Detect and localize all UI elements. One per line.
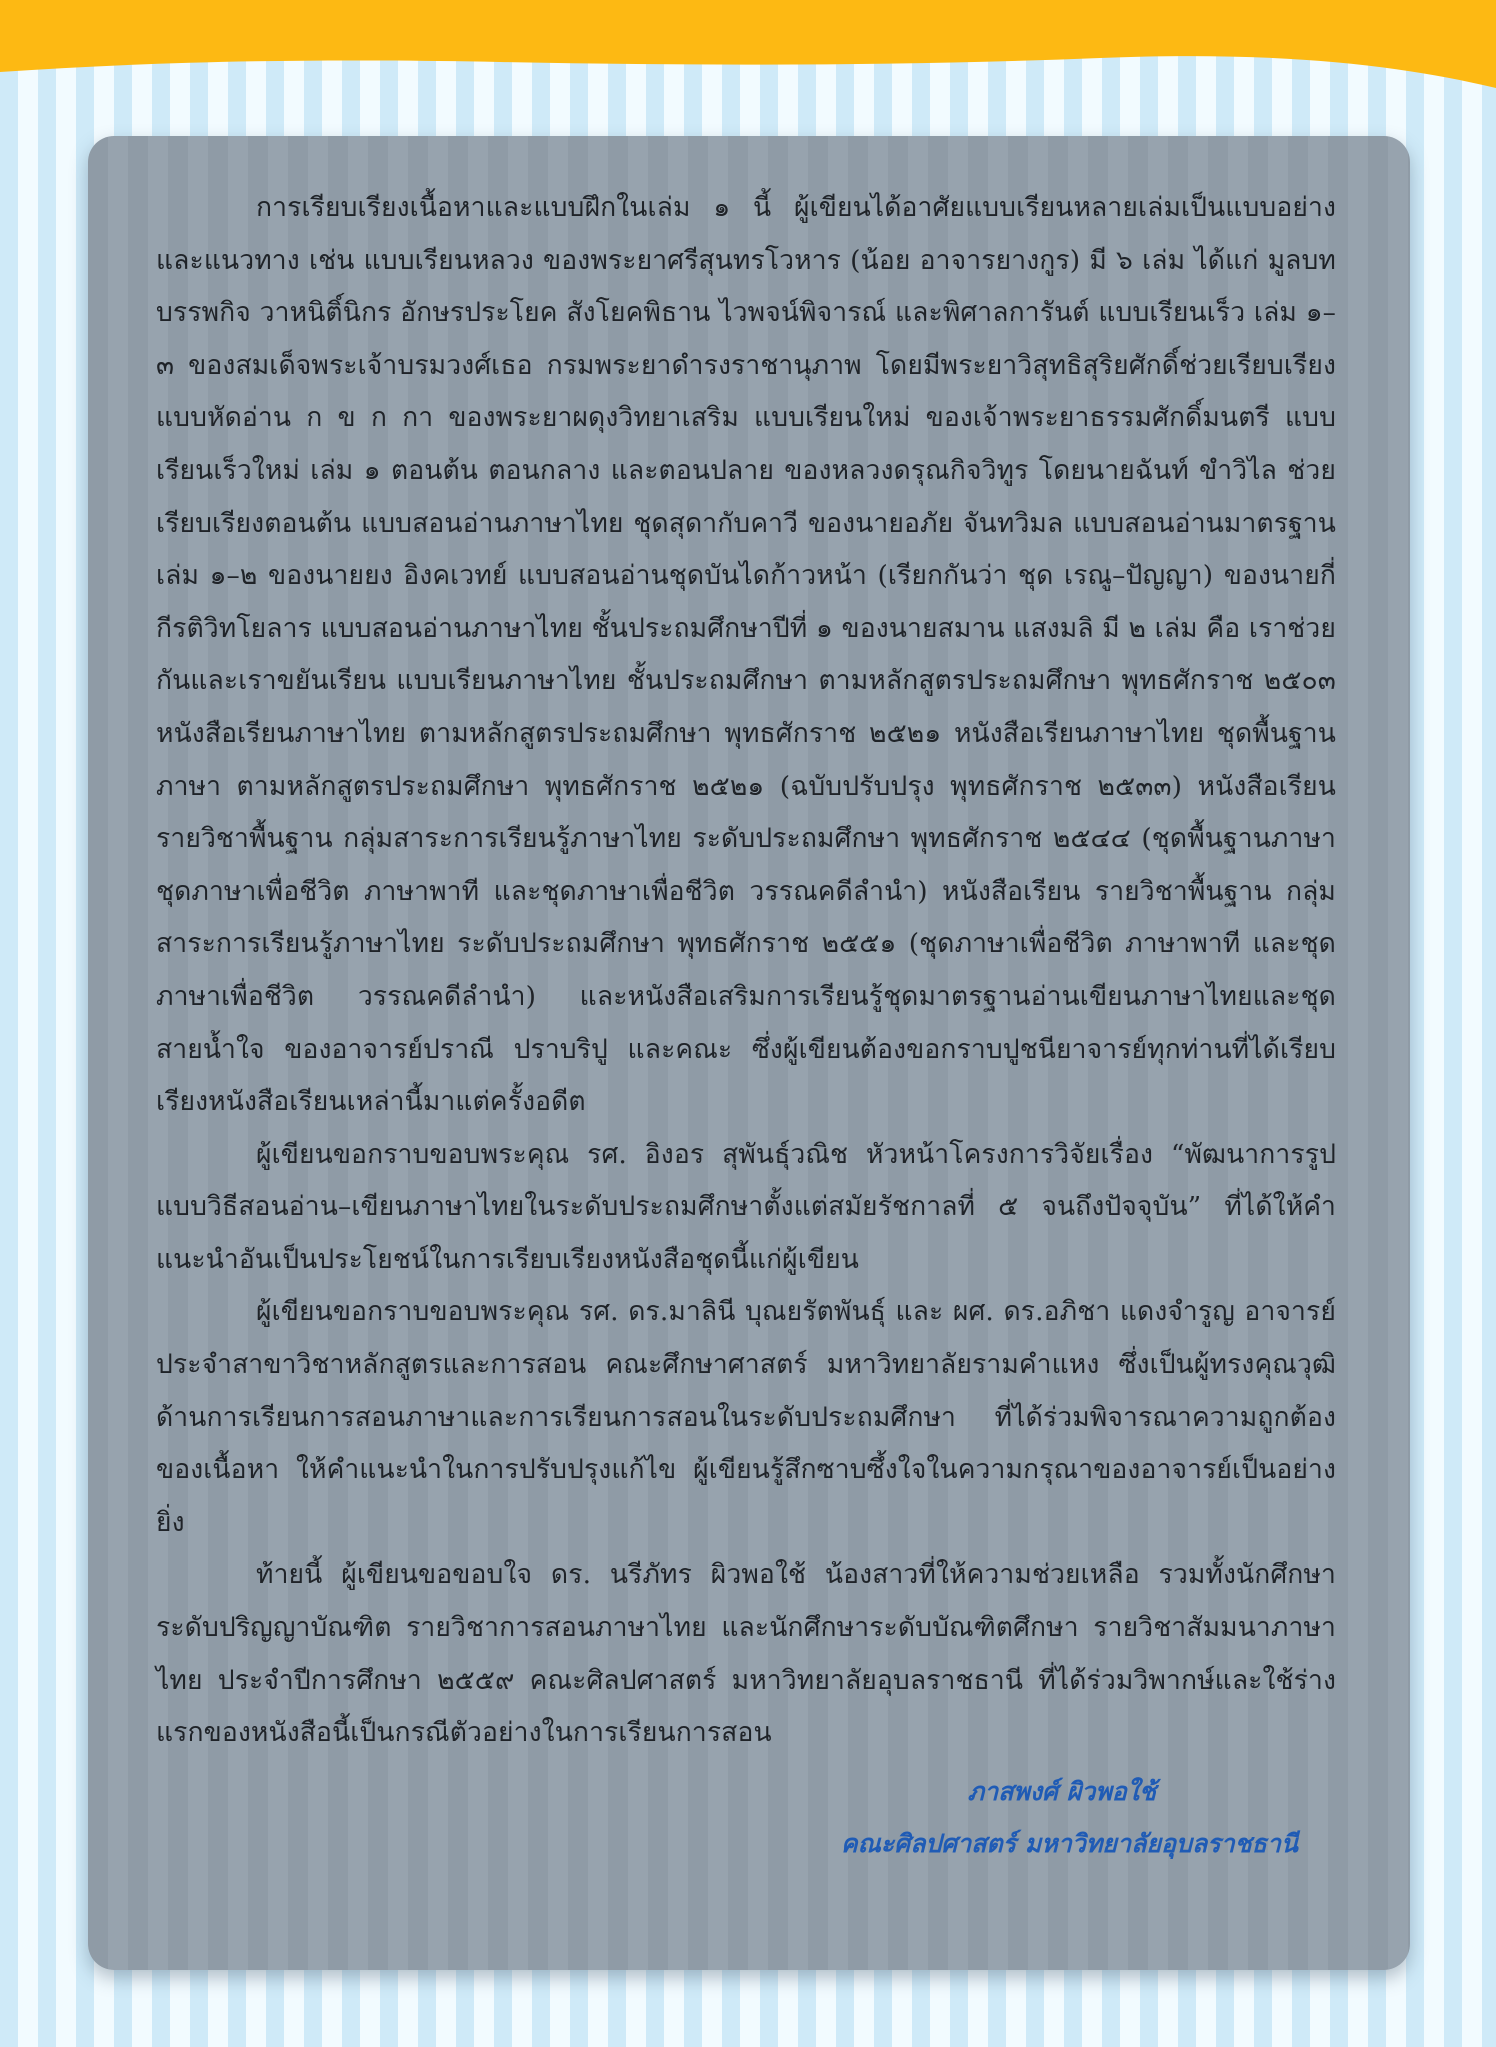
paragraph-thanks-reviewers: ผู้เขียนขอกราบขอบพระคุณ รศ. ดร.มาลินี บุณยรัตพันธุ์ และ ผศ. ดร.อภิชา แดงจำรูญ อาจารย์ประจำสาขาวิชาหลักสูตรและการสอน คณะศึกษาศาสตร์ มหาวิทยาลัยรามคำแหง ซึ่งเป็นผู้ทรงคุณวุฒิด้านการเรียนการสอนภาษาและการเรียนการสอนในระดับประถมศึกษา ที่ได้ร่วมพิจารณาความถูกต้องของเนื้อหา ให้คำแนะนำในการปรับปรุงแก้ไข ผู้เขียนรู้สึกซาบซึ้งใจในความกรุณาของอาจารย์เป็นอย่างยิ่ง: [156, 1296, 1336, 1538]
paragraph-sources: การเรียบเรียงเนื้อหาและแบบฝึกในเล่ม ๑ นี้ ผู้เขียนได้อาศัยแบบเรียนหลายเล่มเป็นแบบอย่างและแนวทาง เช่น แบบเรียนหลวง ของพระยาศรีสุนทรโวหาร (น้อย อาจารยางกูร) มี ๖ เล่ม ได้แก่ มูลบทบรรพกิจ วาหนิติ์นิกร อักษรประโยค สังโยคพิธาน ไวพจน์พิจารณ์ และพิศาลการันต์ แบบเรียนเร็ว เล่ม ๑–๓ ของสมเด็จพระเจ้าบรมวงศ์เธอ กรมพระยาดำรงราชานุภาพ โดยมีพระยาวิสุทธิสุริยศักดิ์ช่วยเรียบเรียง แบบหัดอ่าน ก ข ก กา ของพระยาผดุงวิทยาเสริม แบบเรียนใหม่ ของเจ้าพระยาธรรมศักดิ์มนตรี แบบเรียนเร็วใหม่ เล่ม ๑ ตอนต้น ตอนกลาง และตอนปลาย ของหลวงดรุณกิจวิทูร โดยนายฉันท์ ขำวิไล ช่วยเรียบเรียงตอนต้น แบบสอนอ่านภาษาไทย ชุดสุดากับคาวี ของนายอภัย จันทวิมล แบบสอนอ่านมาตรฐาน เล่ม ๑–๒ ของนายยง อิงคเวทย์ แบบสอนอ่านชุดบันไดก้าวหน้า (เรียกกันว่า ชุด เรณู–ปัญญา) ของนายกี่ กีรติวิทโยลาร แบบสอนอ่านภาษาไทย ชั้นประถมศึกษาปีที่ ๑ ของนายสมาน แสงมลิ มี ๒ เล่ม คือ เราช่วยกันและเราขยันเรียน แบบเรียนภาษาไทย ชั้นประถมศึกษา ตามหลักสูตรประถมศึกษา พุทธศักราช ๒๕๐๓ หนังสือเรียนภาษาไทย ตามหลักสูตรประถมศึกษา พุทธศักราช ๒๕๒๑ หนังสือเรียนภาษาไทย ชุดพื้นฐานภาษา ตามหลักสูตรประถมศึกษา พุทธศักราช ๒๕๒๑ (ฉบับปรับปรุง พุทธศักราช ๒๕๓๓) หนังสือเรียน รายวิชาพื้นฐาน กลุ่มสาระการเรียนรู้ภาษาไทย ระดับประถมศึกษา พุทธศักราช ๒๕๔๔ (ชุดพื้นฐานภาษา ชุดภาษาเพื่อชีวิต ภาษาพาที และชุดภาษาเพื่อชีวิต วรรณคดีลำนำ) หนังสือเรียน รายวิชาพื้นฐาน กลุ่มสาระการเรียนรู้ภาษาไทย ระดับประถมศึกษา พุทธศักราช ๒๕๕๑ (ชุดภาษาเพื่อชีวิต ภาษาพาที และชุดภาษาเพื่อชีวิต วรรณคดีลำนำ) และหนังสือเสริมการเรียนรู้ชุดมาตรฐานอ่านเขียนภาษาไทยและชุดสายน้ำใจ ของอาจารย์ปราณี ปราบริปู และคณะ ซึ่งผู้เขียนต้องขอกราบปูชนียาจารย์ทุกท่านที่ได้เรียบเรียงหนังสือเรียนเหล่านี้มาแต่ครั้งอดีต: [156, 192, 1336, 1118]
top-wave-band: [0, 0, 1496, 110]
paragraph-thanks-students: ท้ายนี้ ผู้เขียนขอขอบใจ ดร. นรีภัทร ผิวพอใช้ น้องสาวที่ให้ความช่วยเหลือ รวมทั้งนักศึกษาระดับปริญญาบัณฑิต รายวิชาการสอนภาษาไทย และนักศึกษาระดับบัณฑิตศึกษา รายวิชาสัมมนาภาษาไทย ประจำปีการศึกษา ๒๕๕๙ คณะศิลปศาสตร์ มหาวิทยาลัยอุบลราชธานี ที่ได้ร่วมวิพากษ์และใช้ร่างแรกของหนังสือนี้เป็นกรณีตัวอย่างในการเรียนการสอน: [156, 1559, 1336, 1749]
author-name: ภาสพงศ์ ผิวพอใช้: [967, 1776, 1156, 1806]
content-panel: [88, 136, 1410, 1970]
paragraph-thanks-advisor: ผู้เขียนขอกราบขอบพระคุณ รศ. อิงอร สุพันธุ์วณิช หัวหน้าโครงการวิจัยเรื่อง “พัฒนาการรูปแบบวิธีสอนอ่าน–เขียนภาษาไทยในระดับประถมศึกษาตั้งแต่สมัยรัชกาลที่ ๕ จนถึงปัจจุบัน” ที่ได้ให้คำแนะนำอันเป็นประโยชน์ในการเรียบเรียงหนังสือชุดนี้แก่ผู้เขียน: [156, 1138, 1336, 1275]
signature-block: [156, 1766, 1336, 1870]
author-institution: คณะศิลปศาสตร์ มหาวิทยาลัยอุบลราชธานี: [840, 1828, 1298, 1858]
